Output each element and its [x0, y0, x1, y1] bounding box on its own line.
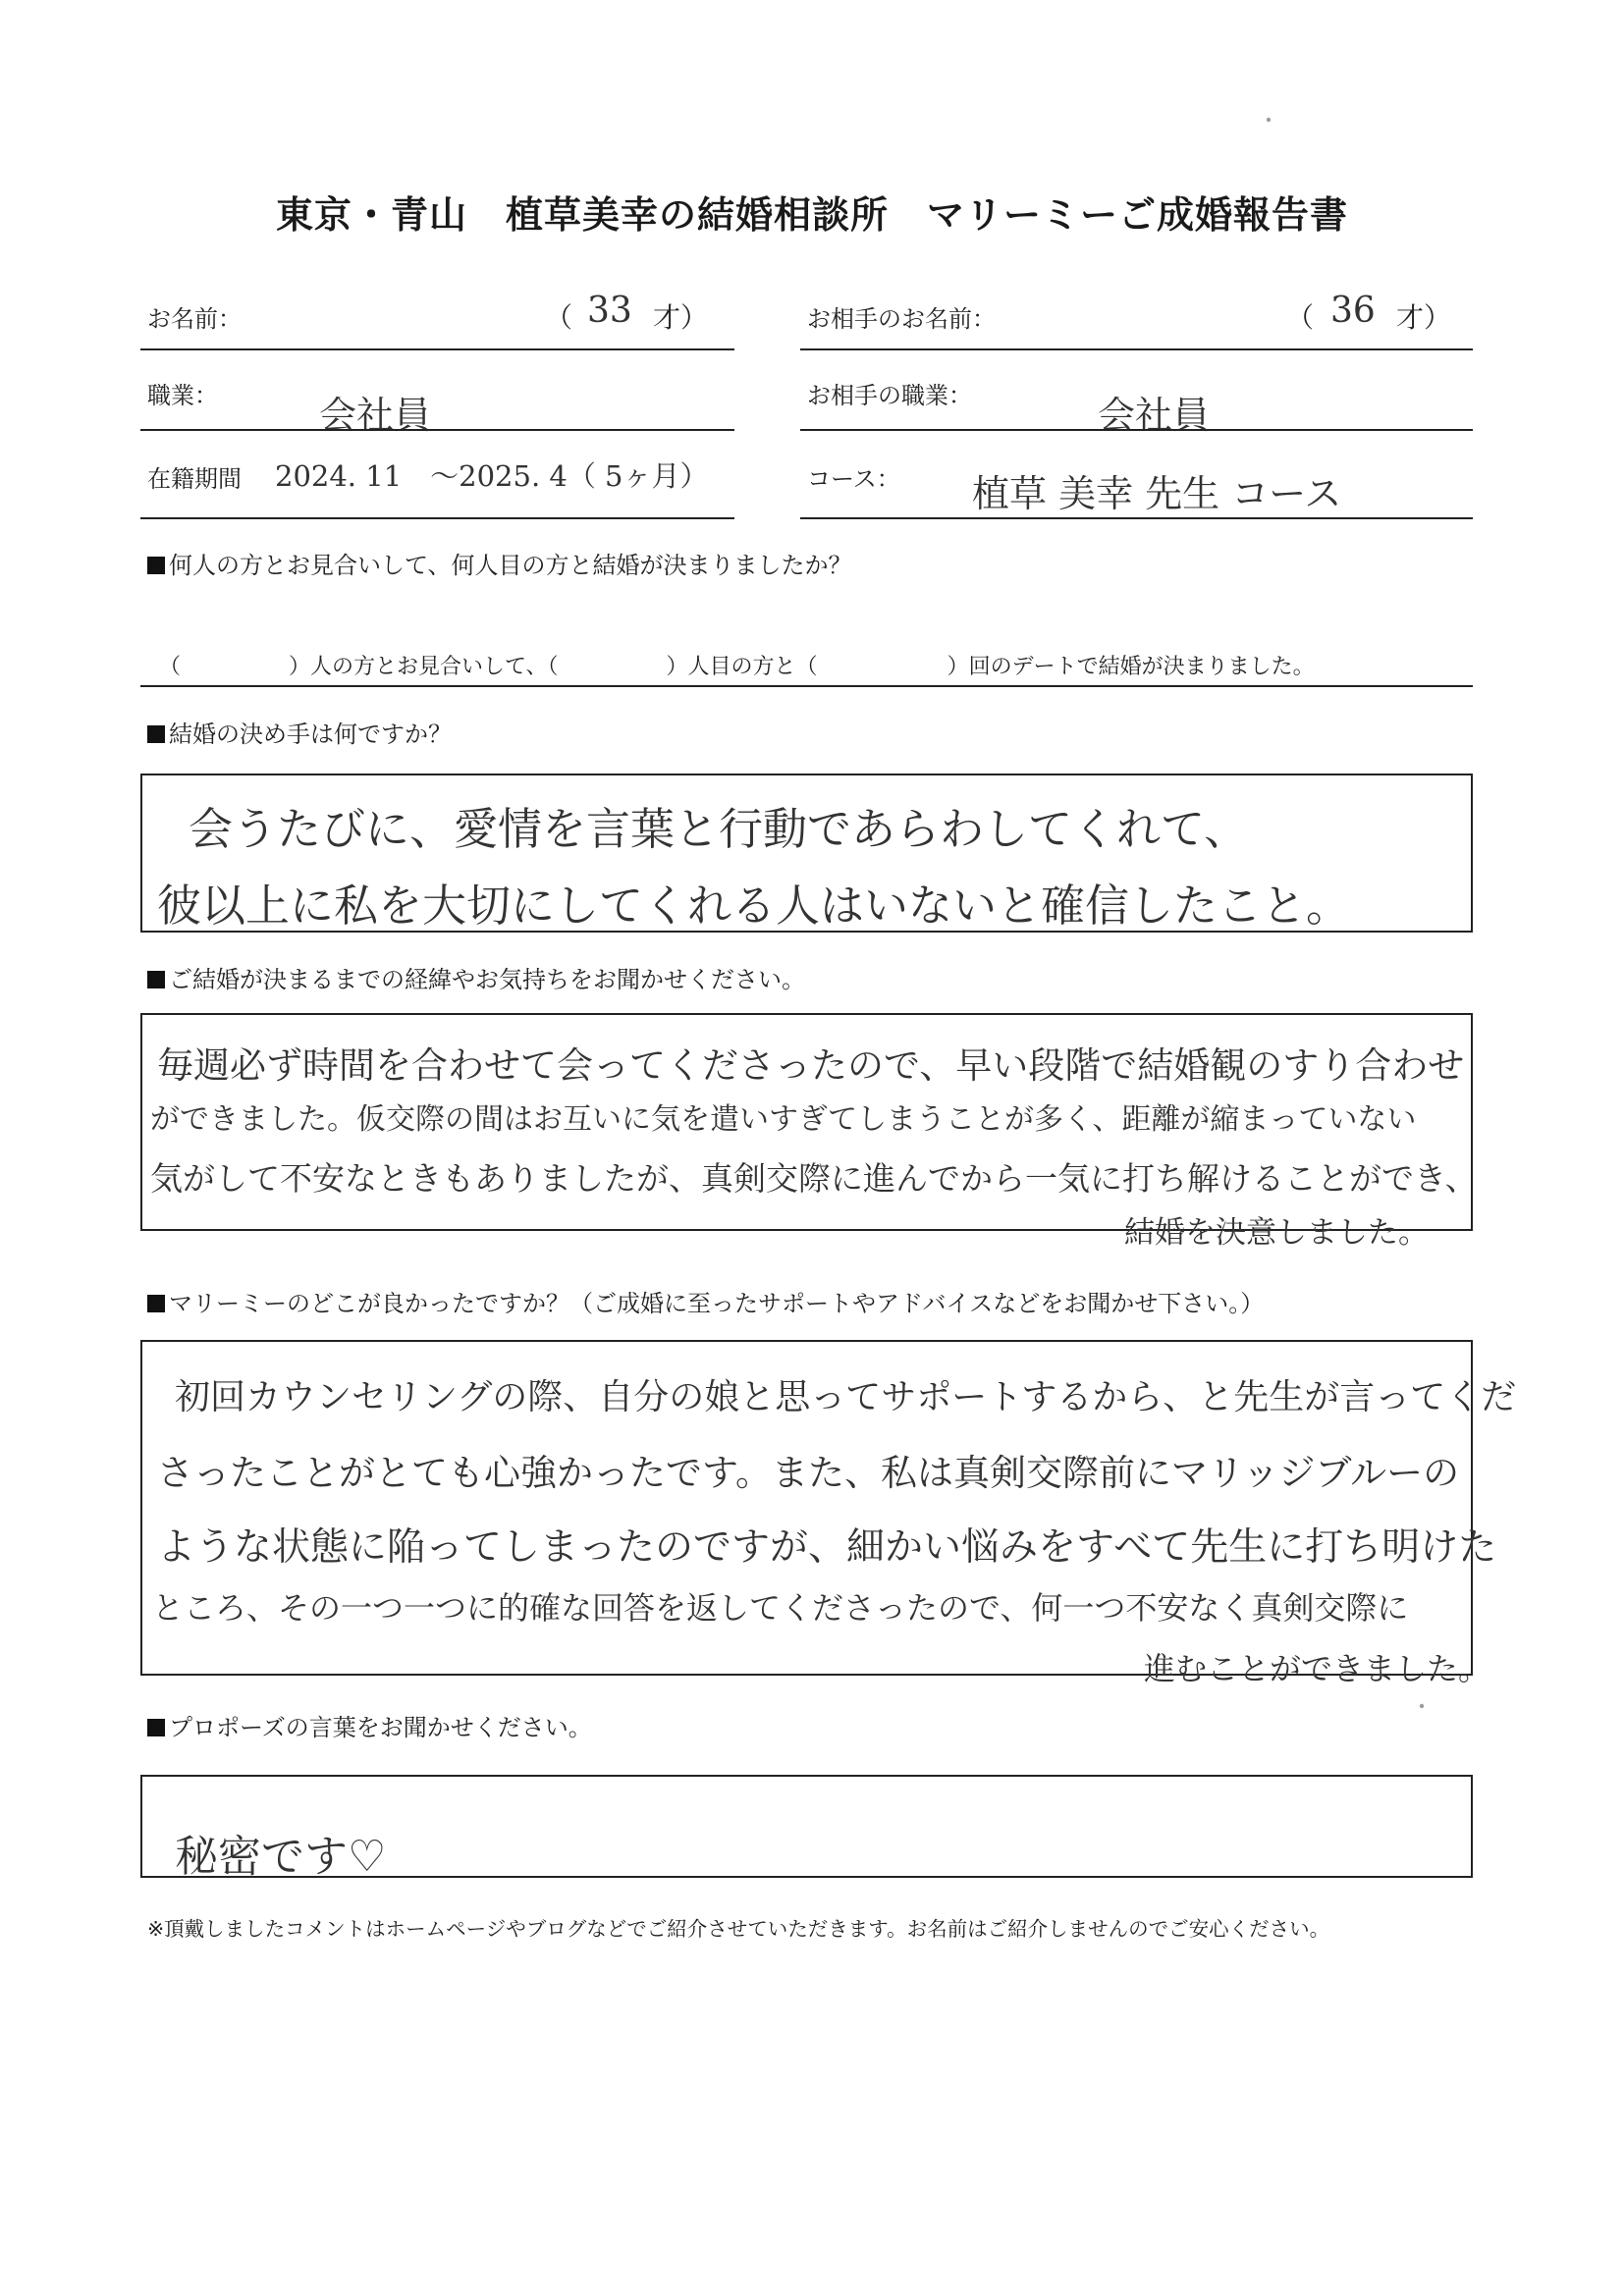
report-title: 東京・青山 植草美幸の結婚相談所 マリーミーご成婚報告書: [275, 193, 1348, 237]
footer-note: ※頂戴しましたコメントはホームページやブログなどでご紹介させていただきます。お名前はご紹介しませんのでご安心ください。: [147, 1917, 1330, 1941]
q4-answer-line-1: 初回カウンセリングの際、自分の娘と思ってサポートするから、と先生が言ってくだ: [175, 1377, 1517, 1417]
scan-speck: [1421, 1705, 1423, 1707]
job-value: 会社員: [319, 394, 432, 437]
q4-question: マリーミーのどこが良かったですか？（ご成婚に至ったサポートやアドバイスなどをお聞かせ下さい。）: [169, 1290, 1265, 1317]
job-label: 職業：: [147, 382, 218, 409]
age-unit: 才）: [653, 301, 709, 334]
age-value: 33: [587, 291, 632, 331]
age-open-paren: （: [545, 301, 573, 334]
scan-speck: [1268, 119, 1270, 121]
q2-answer-line-2: 彼以上に私を大切にしてくれる人はいないと確信したこと。: [157, 880, 1351, 932]
partner-name-label: お相手のお名前：: [807, 305, 996, 333]
partner-age-unit: 才）: [1396, 301, 1452, 334]
q2-question: 結婚の決め手は何ですか？: [169, 721, 452, 748]
q4-answer-line-4: ところ、その一つ一つに的確な回答を返してくださったので、何一つ不安なく真剣交際に: [152, 1589, 1409, 1627]
name-label: お名前：: [147, 305, 242, 333]
period-label: 在籍期間: [147, 465, 242, 493]
partner-job-value: 会社員: [1098, 394, 1211, 437]
q5-answer: 秘密です♡: [175, 1832, 387, 1882]
q2-answer-line-1: 会うたびに、愛情を言葉と行動であらわしてくれて、: [189, 803, 1249, 855]
q3-question: ご結婚が決まるまでの経緯やお気持ちをお聞かせください。: [169, 966, 805, 993]
q3-answer-line-2: ができました。仮交際の間はお互いに気を遣いすぎてしまうことが多く、距離が縮まっていない: [150, 1102, 1417, 1137]
q3-answer-line-1: 毎週必ず時間を合わせて会ってくださったので、早い段階で結婚観のすり合わせ: [157, 1044, 1465, 1087]
course-label: コース：: [807, 465, 900, 493]
q3-answer-line-4: 結婚を決意しました。: [1124, 1215, 1429, 1251]
partner-job-label: お相手の職業：: [807, 382, 972, 409]
q3-answer-line-3: 気がして不安なときもありましたが、真剣交際に進んでから一気に打ち解けることができ、: [150, 1159, 1478, 1198]
q4-answer-line-2: さったことがとても心強かったです。また、私は真剣交際前にマリッジブルーの: [157, 1452, 1460, 1494]
q1-answer-line: （ ）人の方とお見合いして、（ ）人目の方と（ ）回のデートで結婚が決まりました。: [159, 655, 1315, 679]
q5-question: プロポーズの言葉をお聞かせください。: [169, 1714, 592, 1741]
q4-answer-line-5: 進むことができました。: [1144, 1650, 1490, 1687]
period-value: 2024. 11 ～2025. 4（ 5ヶ月）: [275, 459, 709, 493]
q1-question: 何人の方とお見合いして、何人目の方と結婚が決まりましたか？: [169, 552, 852, 579]
partner-age-value: 36: [1330, 291, 1376, 331]
partner-age-open-paren: （: [1286, 301, 1315, 334]
q4-answer-line-3: ような状態に陥ってしまったのですが、細かい悩みをすべて先生に打ち明けた: [157, 1525, 1497, 1570]
course-value: 植草 美幸 先生 コース: [972, 472, 1342, 515]
